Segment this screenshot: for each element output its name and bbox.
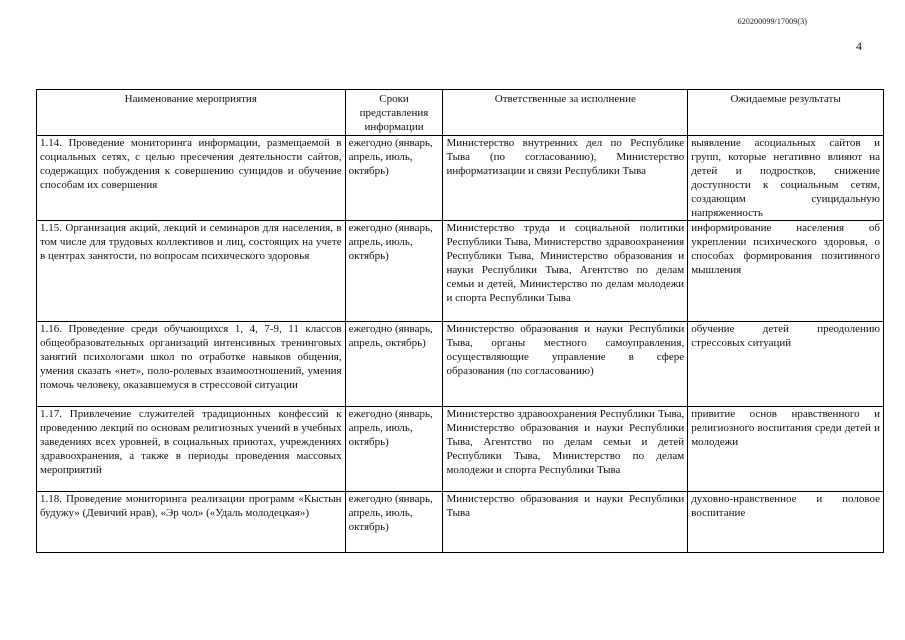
responsible-cell: Министерство внутренних дел по Республике Тыва (по согласованию), Министерство информатизации и связи Республики Тыва <box>443 136 688 221</box>
event-name-cell: 1.14. Проведение мониторинга информации, размещаемой в социальных сетях, с целью пресечения деятельности сайтов, содержащих побуждения к совершению суицидов и обучение способам их совершения <box>37 136 346 221</box>
term-cell: ежегодно (январь, апрель, июль, октябрь) <box>345 221 443 322</box>
table-row <box>37 407 884 492</box>
result-cell: выявление асоциальных сайтов и групп, которые негативно влияют на детей и подростков, снижение доступности к социальным сетям, создающим суицидальную напряженность <box>688 136 884 221</box>
table-header-row <box>37 90 884 136</box>
table-row <box>37 136 884 221</box>
table-row <box>37 322 884 407</box>
result-cell: привитие основ нравственного и религиозного воспитания среди детей и молодежи <box>688 407 884 492</box>
result-cell: обучение детей преодолению стрессовых ситуаций <box>688 322 884 407</box>
column-header-term: Сроки представления информации <box>345 90 443 136</box>
term-cell: ежегодно (январь, апрель, июль, октябрь) <box>345 136 443 221</box>
document-code: 620200099/17009(3) <box>737 17 807 26</box>
event-name-cell: 1.17. Привлечение служителей традиционных конфессий к проведению лекций по основам религиозных учений в учебных заведениях всех уровней, в социальных приютах, учреждениях здравоохранения, а также в периоды проведения массовых мероприятий <box>37 407 346 492</box>
event-name-cell: 1.18. Проведение мониторинга реализации программ «Кыстын будужу» (Девичий нрав), «Эр чол» («Удаль молодецкая») <box>37 492 346 553</box>
result-cell: информирование населения об укреплении психического здоровья, о способах формирования позитивного мышления <box>688 221 884 322</box>
column-header-result: Ожидаемые результаты <box>688 90 884 136</box>
responsible-cell: Министерство образования и науки Республики Тыва <box>443 492 688 553</box>
events-table <box>36 89 884 553</box>
responsible-cell: Министерство здравоохранения Республики Тыва, Министерство образования и науки Республики Тыва, Агентство по делам семьи и детей Республики Тыва, Министерство по делам молодежи и спорта Республики Тыва <box>443 407 688 492</box>
responsible-cell: Министерство образования и науки Республики Тыва, органы местного самоуправления, осуществляющие управление в сфере образования (по согласованию) <box>443 322 688 407</box>
term-cell: ежегодно (январь, апрель, июль, октябрь) <box>345 492 443 553</box>
result-cell: духовно-нравственное и половое воспитание <box>688 492 884 553</box>
event-name-cell: 1.15. Организация акций, лекций и семинаров для населения, в том числе для трудовых коллективов и лиц, состоящих на учете в центрах занятости, по вопросам психического здоровья <box>37 221 346 322</box>
term-cell: ежегодно (январь, апрель, июль, октябрь) <box>345 407 443 492</box>
responsible-cell: Министерство труда и социальной политики Республики Тыва, Министерство здравоохранения Республики Тыва, Министерство образования и науки Республики Тыва, Агентство по делам семьи и детей, Министерство по делам молодежи и спорта Республики Тыва <box>443 221 688 322</box>
table-row <box>37 221 884 322</box>
column-header-name: Наименование мероприятия <box>37 90 346 136</box>
column-header-responsible: Ответственные за исполнение <box>443 90 688 136</box>
event-name-cell: 1.16. Проведение среди обучающихся 1, 4, 7-9, 11 классов общеобразовательных организаций интенсивных тренинговых занятий психологами школ по отработке навыков общения, умения сказать «нет», поло-ролевых взаимоотношений, умения помочь человеку, оказавшемуся в стрессовой ситуации <box>37 322 346 407</box>
table-row <box>37 492 884 553</box>
term-cell: ежегодно (январь, апрель, октябрь) <box>345 322 443 407</box>
page-number: 4 <box>856 39 862 53</box>
